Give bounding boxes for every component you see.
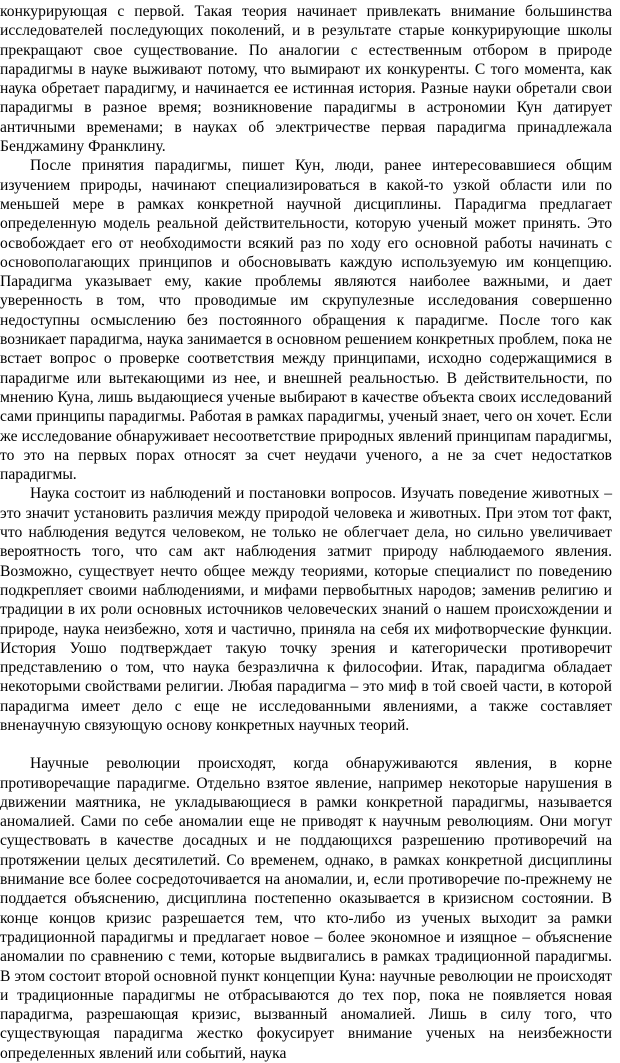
paragraph-1: конкурирующая с первой. Такая теория начинает привлекать внимание большинства исследователей последующих поколений, и в результате старые конкурирующие школы прекращают свое существование. По аналогии с естественным отбором в природе парадигмы в науке выживают потому, что вымирают их конкуренты. С того момента, как наука обретает парадигму, и начинается ее истинная история. Разные науки обретали свои парадигмы в разное время; возникновение парадигмы в астрономии Кун датирует античными временами; в науках об электричестве первая парадигма принадлежала Бенджамину Франклину.	[0, 3, 612, 156]
paragraph-4: Научные революции происходят, когда обнаруживаются явления, в корне противоречащие парадигме. Отдельно взятое явление, например некоторые нарушения в движении маятника, не укладывающиеся в рамки конкретной парадигмы, называется аномалией. Сами по себе аномалии еще не приводят к научным революциям. Они могут существовать в качестве досадных и не поддающихся разрешению противоречий на протяжении целых десятилетий. Со временем, однако, в рамках конкретной дисциплины внимание все более сосредоточивается на аномалии, и, если противоречие по-прежнему не поддается объяснению, дисциплина постепенно оказывается в кризисном состоянии. В конце концов кризис разрешается тем, что кто-либо из ученых выходит за рамки традиционной парадигмы и предлагает новое – более экономное и изящное – объяснение аномалии по сравнению с теми, которые выдвигались в рамках традиционной парадигмы. В этом состоит второй основной пункт концепции Куна: научные революции не происходят и традиционные парадигмы не отбрасываются до тех пор, пока не появляется новая парадигма, разрешающая кризис, вызванный аномалией. Лишь в силу того, что существующая парадигма жестко фокусирует внимание ученых на неизбежности определенных явлений или событий, наука	[0, 755, 612, 1062]
paragraph-3: Наука состоит из наблюдений и постановки вопросов. Изучать поведение животных – это значит установить различия между природой человека и животных. При этом тот факт, что наблюдения ведутся человеком, не только не облегчает дела, но сильно увеличивает вероятность того, что сам акт наблюдения затмит природу наблюдаемого явления. Возможно, существует нечто общее между теориями, которые специалист по поведению подкрепляет своими наблюдениями, и мифами первобытных народов; заменив религию и традиции в их роли основных источников человеческих знаний о нашем происхождении и природе, наука неизбежно, хотя и частично, приняла на себя их мифотворческие функции. История Уошо подтверждает такую точку зрения и категорически противоречит представлению о том, что наука безразлична к философии. Итак, парадигма обладает некоторыми свойствами религии. Любая парадигма – это миф в той своей части, в которой парадигма имеет дело с еще не исследованными явлениями, а также составляет вненаучную связующую основу конкретных научных теорий.	[0, 485, 612, 734]
paragraph-2: После принятия парадигмы, пишет Кун, люди, ранее интересовавшиеся общим изучением природы, начинают специализироваться в какой-то узкой области или по меньшей мере в рамках конкретной научной дисциплины. Парадигма предлагает определенную модель реальной действительности, которую ученый может принять. Это освобождает его от необходимости всякий раз по ходу его основной работы начинать с основополагающих принципов и обосновывать каждую используемую им концепцию. Парадигма указывает ему, какие проблемы являются наиболее важными, и дает уверенность в том, что проводимые им скрупулезные исследования совершенно недоступны осмыслению без постоянного обращения к парадигме. После того как возникает парадигма, наука занимается в основном решением конкретных проблем, пока не встает вопрос о проверке соответствия между принципами, исходно содержащимися в парадигме или вытекающими из нее, и внешней реальностью. В действительности, по мнению Куна, лишь выдающиеся ученые выбирают в качестве объекта своих исследований сами принципы парадигмы. Работая в рамках парадигмы, ученый знает, чего он хочет. Если же исследование обнаруживает несоответствие природных явлений принципам парадигмы, то это на первых порах относят за счет неудачи ученого, а не за счет недостатков парадигмы.	[0, 157, 613, 484]
